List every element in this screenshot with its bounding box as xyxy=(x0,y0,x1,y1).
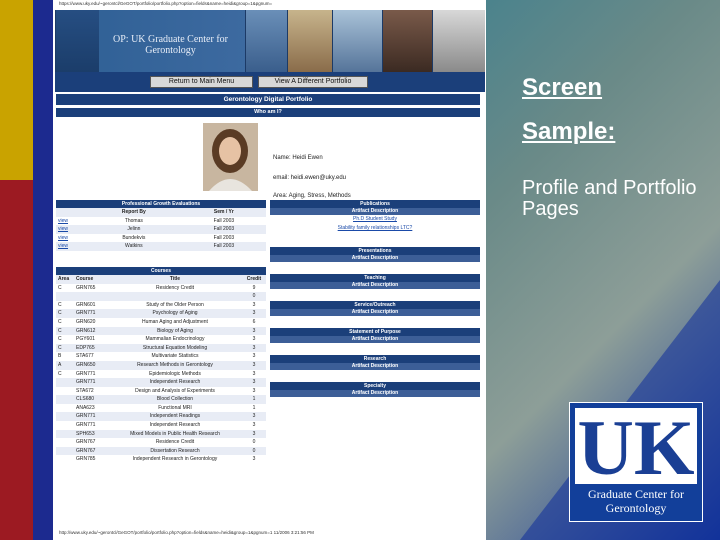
course-credit: 0 xyxy=(242,292,266,301)
course-row xyxy=(56,301,266,310)
course-title: Mammalian Endocrinology xyxy=(145,336,205,343)
course-area: C xyxy=(58,370,62,377)
course-credit: 3 xyxy=(252,422,256,429)
section-sub: Artifact Description xyxy=(270,282,480,289)
course-area xyxy=(56,412,74,421)
course-code: GRN620 xyxy=(76,318,96,325)
course-credit: 9 xyxy=(252,284,256,291)
course-code: GRN771 xyxy=(74,378,108,387)
course-area xyxy=(56,395,74,404)
course-code: EDP765 xyxy=(74,344,108,353)
banner-photo-5 xyxy=(382,10,432,72)
pge-sem: Fall 2003 xyxy=(213,217,235,224)
course-title: Independent Research xyxy=(108,378,242,387)
banner-title: OP: UK Graduate Center for Gerontology xyxy=(113,34,228,56)
courses-table xyxy=(56,275,266,464)
bottom-url: http://www.uky.edu/~gerontcl/GeGOT/portfolio/portfolio.php?option=fields&name=heidi&group=1&pgnum=1 11/2006 3:21:56 PM xyxy=(59,530,314,535)
banner-photo-6 xyxy=(432,10,485,72)
pge-report-by: Thomas xyxy=(124,217,143,224)
view-different-portfolio-button[interactable]: View A Different Portfolio xyxy=(258,76,368,88)
course-row xyxy=(56,352,266,361)
course-title: Blood Collection xyxy=(108,395,242,404)
course-credit: 3 xyxy=(252,370,256,377)
banner-photo-3 xyxy=(287,10,332,72)
course-row xyxy=(56,455,266,464)
section-sub: Artifact Description xyxy=(270,255,480,262)
course-area xyxy=(56,378,74,387)
course-area xyxy=(56,447,74,456)
course-credit: 0 xyxy=(242,447,266,456)
course-area: C xyxy=(56,327,74,336)
red-band xyxy=(0,180,33,540)
pge-header: Professional Growth Evaluations xyxy=(56,200,266,208)
course-area: C xyxy=(58,336,62,343)
slide-subtitle: Profile and Portfolio Pages xyxy=(522,177,697,220)
course-code: GRN767 xyxy=(76,439,96,446)
courses-col-course: Course xyxy=(74,275,108,284)
course-title: Design and Analysis of Experiments xyxy=(135,387,215,394)
course-area xyxy=(56,438,74,447)
course-area xyxy=(56,455,74,464)
course-area xyxy=(56,421,74,430)
publication-item[interactable]: Ph.D Student Study xyxy=(353,216,397,222)
course-area xyxy=(56,292,74,301)
course-title: Human Aging and Adjustment xyxy=(142,318,208,325)
course-credit: 3 xyxy=(242,309,266,318)
top-url: https://www.uky.edu/~gerontcl/GeGOT/portfolio/portfolio.php?option=fields&name=heidi&group=1&pgnum= xyxy=(59,1,273,6)
course-code: GRN771 xyxy=(74,309,108,318)
course-area: C xyxy=(58,318,62,325)
section-header: Service/Outreach xyxy=(270,301,480,309)
course-area: A xyxy=(56,361,74,370)
section-header: Statement of Purpose xyxy=(270,328,480,336)
courses-col-title: Title xyxy=(108,275,242,284)
profile-email: email: heidi.ewen@uky.edu xyxy=(273,175,347,181)
site-banner xyxy=(55,10,485,72)
course-code: CLS680 xyxy=(74,395,108,404)
pge-report-by: Jelinn xyxy=(86,225,182,234)
course-credit: 1 xyxy=(242,395,266,404)
gold-band xyxy=(0,0,33,180)
course-row xyxy=(56,378,266,387)
course-code: GRN771 xyxy=(76,370,96,377)
pge-sem: Fall 2003 xyxy=(213,234,235,241)
section-sub: Artifact Description xyxy=(270,336,480,343)
course-row xyxy=(56,370,266,379)
course-row xyxy=(56,404,266,413)
course-title: Residence Credit xyxy=(155,439,195,446)
uk-logo xyxy=(575,408,697,484)
course-area: C xyxy=(58,301,62,308)
course-code: GRN785 xyxy=(76,456,96,463)
courses-col-area: Area xyxy=(56,275,74,284)
course-title: Research Methods in Gerontology xyxy=(108,361,242,370)
pge-report-by: Bundekvis xyxy=(122,234,146,241)
return-main-menu-button[interactable]: Return to Main Menu xyxy=(150,76,253,88)
course-credit: 3 xyxy=(252,353,256,360)
uk-logo-caption: Graduate Center for Gerontology xyxy=(588,487,684,515)
pge-col-report-by: Report By xyxy=(86,208,182,217)
course-code: STA672 xyxy=(76,387,94,394)
slide-title-line2: Sample: xyxy=(522,118,616,145)
profile-name: Name: Heidi Ewen xyxy=(273,155,323,161)
section-header: Teaching xyxy=(270,274,480,282)
pge-sem: Fall 2003 xyxy=(182,242,266,251)
course-title: Study of the Older Person xyxy=(146,301,204,308)
pge-view-link[interactable]: view xyxy=(58,217,69,224)
course-code: PGY601 xyxy=(76,336,95,343)
course-row xyxy=(56,387,266,396)
navy-band xyxy=(33,0,53,540)
course-title xyxy=(108,292,242,301)
uk-logo-box xyxy=(569,402,703,522)
course-credit: 3 xyxy=(242,430,266,439)
course-row xyxy=(56,309,266,318)
course-title: Structural Equation Modeling xyxy=(108,344,242,353)
banner-photo-1 xyxy=(55,10,99,72)
course-title: Multivariate Statistics xyxy=(151,353,199,360)
course-title: Biology of Aging xyxy=(108,327,242,336)
pge-sem: Fall 2003 xyxy=(182,225,266,234)
course-row xyxy=(56,292,266,301)
course-row xyxy=(56,344,266,353)
course-code: GRN771 xyxy=(76,422,96,429)
section-sub: Artifact Description xyxy=(270,390,480,397)
course-title: Psychology of Aging xyxy=(108,309,242,318)
course-code: STA677 xyxy=(76,353,94,360)
course-credit: 3 xyxy=(242,361,266,370)
course-row xyxy=(56,361,266,370)
course-area xyxy=(56,404,74,413)
course-code: GRN767 xyxy=(74,447,108,456)
course-code: ANA623 xyxy=(76,404,95,411)
course-area xyxy=(56,387,74,396)
course-area: C xyxy=(56,309,74,318)
course-title: Epidemiologic Methods xyxy=(149,370,201,377)
uk-logo-text: UK xyxy=(577,408,695,484)
course-credit: 6 xyxy=(252,318,256,325)
publication-item[interactable]: Stability family relationships LTC? xyxy=(337,225,413,231)
course-row xyxy=(56,284,266,293)
course-credit: 3 xyxy=(252,387,256,394)
slide-title-line1: Screen xyxy=(522,74,603,101)
banner-photo-4 xyxy=(332,10,382,72)
course-code: GRN765 xyxy=(76,284,96,291)
course-row xyxy=(56,327,266,336)
pge-table xyxy=(56,208,266,251)
section-header: Specialty xyxy=(270,382,480,390)
course-title: Dissertation Research xyxy=(108,447,242,456)
course-title: Mixed Models in Public Health Research xyxy=(108,430,242,439)
course-credit: 3 xyxy=(242,344,266,353)
section-sub: Artifact Description xyxy=(270,363,480,370)
course-area: B xyxy=(58,353,62,360)
course-row xyxy=(56,447,266,456)
pge-report-by: Watkins xyxy=(86,242,182,251)
section-header: Research xyxy=(270,355,480,363)
course-area xyxy=(56,430,74,439)
profile-photo xyxy=(203,123,258,191)
who-am-i-header: Who am I? xyxy=(56,108,480,117)
course-code: GRN612 xyxy=(74,327,108,336)
pge-view-link[interactable]: view xyxy=(58,234,69,241)
course-row xyxy=(56,412,266,421)
course-row xyxy=(56,438,266,447)
course-code xyxy=(74,292,108,301)
course-code: GRN771 xyxy=(74,412,108,421)
course-area: C xyxy=(58,284,62,291)
portfolio-title: Gerontology Digital Portfolio xyxy=(56,94,480,105)
course-code: SPH653 xyxy=(74,430,108,439)
course-row xyxy=(56,430,266,439)
course-title: Residency Credit xyxy=(155,284,195,291)
course-title: Independent Readings xyxy=(108,412,242,421)
course-title: Functional MRI xyxy=(158,404,192,411)
pge-col-sem: Sem / Yr xyxy=(182,208,266,217)
publications-sub: Artifact Description xyxy=(270,208,480,215)
right-sections xyxy=(270,247,480,409)
pge-view-link[interactable]: view xyxy=(56,225,86,234)
course-code: GRN601 xyxy=(76,301,96,308)
portfolio-panel xyxy=(56,94,480,463)
course-credit: 0 xyxy=(252,439,256,446)
course-row xyxy=(56,421,266,430)
course-credit: 1 xyxy=(252,404,256,411)
portfolio-screenshot xyxy=(53,0,486,540)
course-credit: 3 xyxy=(242,327,266,336)
section-header: Presentations xyxy=(270,247,480,255)
profile-area: Area: Aging, Stress, Methods xyxy=(273,193,351,199)
course-credit: 3 xyxy=(252,336,256,343)
course-credit: 3 xyxy=(242,378,266,387)
course-code: GRN650 xyxy=(74,361,108,370)
course-area: C xyxy=(56,344,74,353)
left-column xyxy=(56,200,266,464)
publications-header: Publications xyxy=(270,200,480,208)
course-title: Independent Research in Gerontology xyxy=(132,456,218,463)
course-row xyxy=(56,395,266,404)
courses-col-credit: Credit xyxy=(242,275,266,284)
banner-photo-2 xyxy=(245,10,287,72)
course-credit: 3 xyxy=(242,412,266,421)
courses-header: Courses xyxy=(56,267,266,275)
course-title: Independent Research xyxy=(149,422,201,429)
nav-bar xyxy=(55,72,485,92)
pge-view-link[interactable]: view xyxy=(56,242,86,251)
course-row xyxy=(56,318,266,327)
course-row xyxy=(56,335,266,344)
profile-section xyxy=(56,117,480,197)
course-credit: 3 xyxy=(252,456,256,463)
right-column xyxy=(270,200,480,409)
course-credit: 3 xyxy=(252,301,256,308)
section-sub: Artifact Description xyxy=(270,309,480,316)
